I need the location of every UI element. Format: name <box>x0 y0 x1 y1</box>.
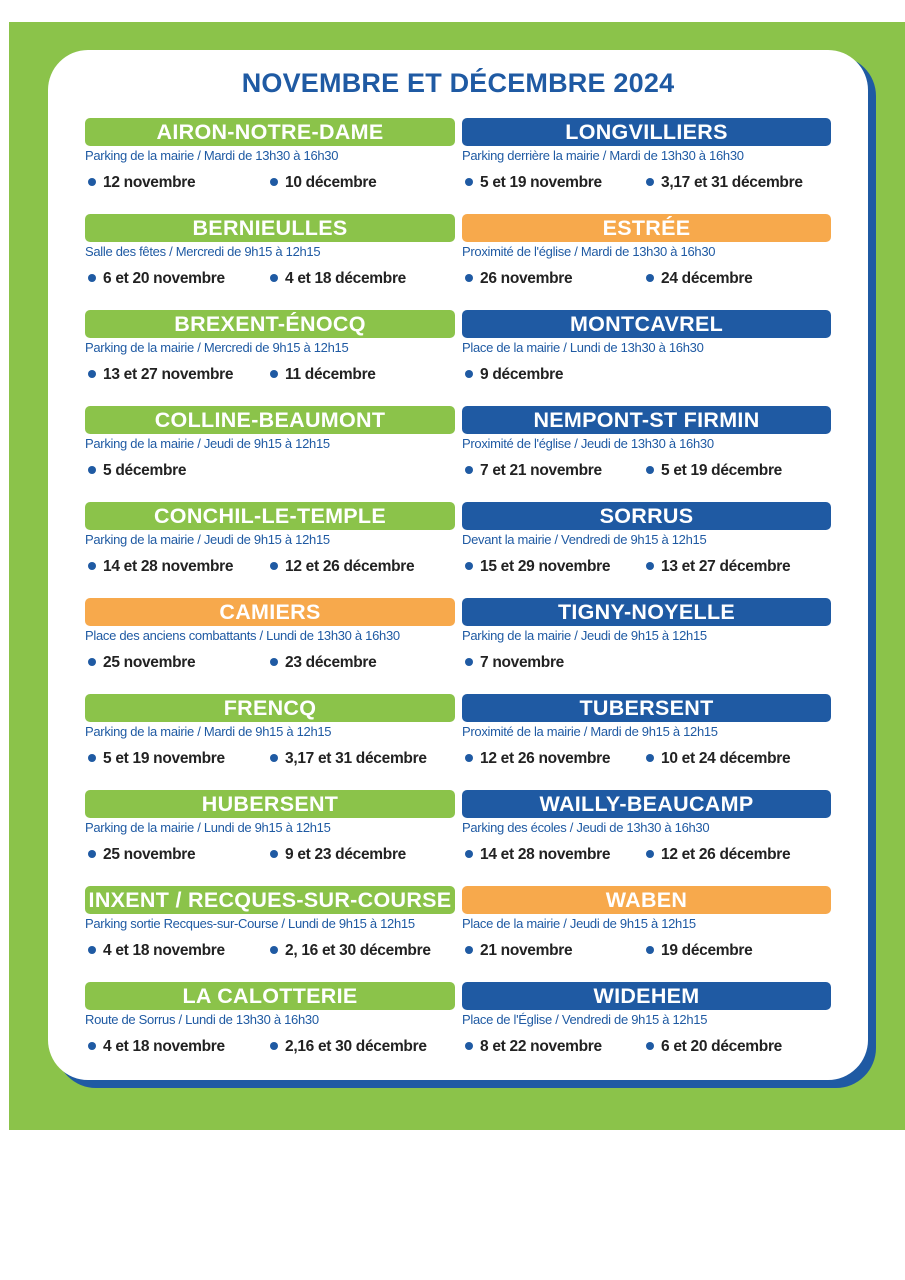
dates-row <box>85 748 455 770</box>
commune-name-banner: WAILLY-BEAUCAMP <box>462 790 831 818</box>
date-text: 12 novembre <box>103 174 196 191</box>
date-text: 5 décembre <box>103 462 187 479</box>
date-item <box>85 844 195 866</box>
date-text: 2, 16 et 30 décembre <box>285 942 431 959</box>
date-text: 7 et 21 novembre <box>480 462 602 479</box>
location-schedule: Devant la mairie / Vendredi de 9h15 à 12h15 <box>462 532 707 547</box>
location-schedule: Proximité de l'église / Jeudi de 13h30 à 16h30 <box>462 436 714 451</box>
location-schedule: Parking de la mairie / Mercredi de 9h15 à 12h15 <box>85 340 349 355</box>
commune-entry <box>85 214 455 310</box>
location-schedule: Proximité de l'église / Mardi de 13h30 à 16h30 <box>462 244 716 259</box>
date-item <box>462 1036 602 1058</box>
bullet-icon <box>465 274 473 282</box>
commune-name-banner: TIGNY-NOYELLE <box>462 598 831 626</box>
date-item <box>643 556 790 578</box>
bullet-icon <box>270 370 278 378</box>
commune-name-banner: HUBERSENT <box>85 790 455 818</box>
date-item <box>85 172 195 194</box>
bullet-icon <box>88 466 96 474</box>
date-text: 2,16 et 30 décembre <box>285 1038 427 1055</box>
dates-row <box>85 844 455 866</box>
date-text: 12 et 26 novembre <box>480 750 611 767</box>
commune-name-banner: SORRUS <box>462 502 831 530</box>
commune-entry <box>85 310 455 406</box>
bullet-icon <box>646 754 654 762</box>
commune-name-banner: COLLINE-BEAUMONT <box>85 406 455 434</box>
bullet-icon <box>465 754 473 762</box>
date-item <box>267 748 427 770</box>
date-text: 8 et 22 novembre <box>480 1038 602 1055</box>
page-title: NOVEMBRE ET DÉCEMBRE 2024 <box>241 68 675 98</box>
date-text: 19 décembre <box>661 942 753 959</box>
date-text: 11 décembre <box>285 366 376 383</box>
bullet-icon <box>270 658 278 666</box>
date-item <box>643 268 752 290</box>
date-text: 21 novembre <box>480 942 573 959</box>
date-text: 9 et 23 décembre <box>285 846 406 863</box>
date-item <box>462 268 572 290</box>
date-item <box>643 460 782 482</box>
right-column <box>462 118 831 1078</box>
dates-row <box>462 172 831 194</box>
commune-entry <box>462 214 831 310</box>
date-item <box>643 172 803 194</box>
bullet-icon <box>465 1042 473 1050</box>
commune-name-banner: BERNIEULLES <box>85 214 455 242</box>
location-schedule: Parking de la mairie / Lundi de 9h15 à 12h15 <box>85 820 331 835</box>
dates-row <box>85 364 455 386</box>
date-item <box>267 844 406 866</box>
bullet-icon <box>465 658 473 666</box>
commune-entry <box>462 502 831 598</box>
date-item <box>643 940 752 962</box>
date-text: 13 et 27 novembre <box>103 366 234 383</box>
commune-name-banner: MONTCAVREL <box>462 310 831 338</box>
location-schedule: Parking de la mairie / Mardi de 9h15 à 12h15 <box>85 724 332 739</box>
date-text: 12 et 26 décembre <box>285 558 415 575</box>
date-item <box>643 1036 782 1058</box>
commune-name-banner: WIDEHEM <box>462 982 831 1010</box>
date-text: 9 décembre <box>480 366 564 383</box>
date-item <box>462 844 610 866</box>
bullet-icon <box>465 946 473 954</box>
location-schedule: Parking de la mairie / Mardi de 13h30 à 16h30 <box>85 148 339 163</box>
bullet-icon <box>88 178 96 186</box>
date-text: 10 et 24 décembre <box>661 750 791 767</box>
commune-name-banner: FRENCQ <box>85 694 455 722</box>
commune-entry <box>85 886 455 982</box>
commune-entry <box>85 694 455 790</box>
bullet-icon <box>88 370 96 378</box>
bullet-icon <box>465 466 473 474</box>
date-item <box>85 460 186 482</box>
date-text: 4 et 18 novembre <box>103 942 225 959</box>
bullet-icon <box>88 1042 96 1050</box>
date-text: 5 et 19 novembre <box>480 174 602 191</box>
commune-name-banner: NEMPONT-ST FIRMIN <box>462 406 831 434</box>
location-schedule: Place de la mairie / Lundi de 13h30 à 16h30 <box>462 340 704 355</box>
commune-entry <box>462 886 831 982</box>
location-schedule: Place de la mairie / Jeudi de 9h15 à 12h15 <box>462 916 696 931</box>
commune-name-banner: AIRON-NOTRE-DAME <box>85 118 455 146</box>
date-text: 24 décembre <box>661 270 753 287</box>
date-item <box>85 940 225 962</box>
date-item <box>462 364 563 386</box>
date-text: 10 décembre <box>285 174 377 191</box>
location-schedule: Parking de la mairie / Jeudi de 9h15 à 12h15 <box>85 532 330 547</box>
date-text: 14 et 28 novembre <box>103 558 234 575</box>
bullet-icon <box>270 562 278 570</box>
date-text: 15 et 29 novembre <box>480 558 611 575</box>
date-item <box>643 844 790 866</box>
commune-entry <box>462 598 831 694</box>
date-text: 3,17 et 31 décembre <box>661 174 803 191</box>
commune-name-banner: ESTRÉE <box>462 214 831 242</box>
date-text: 5 et 19 novembre <box>103 750 225 767</box>
commune-name-banner: TUBERSENT <box>462 694 831 722</box>
commune-entry <box>85 118 455 214</box>
location-schedule: Route de Sorrus / Lundi de 13h30 à 16h30 <box>85 1012 319 1027</box>
bullet-icon <box>646 946 654 954</box>
commune-name-banner: CAMIERS <box>85 598 455 626</box>
location-schedule: Parking de la mairie / Jeudi de 9h15 à 12h15 <box>462 628 707 643</box>
bullet-icon <box>270 754 278 762</box>
date-item <box>267 652 376 674</box>
commune-entry <box>85 502 455 598</box>
bullet-icon <box>646 178 654 186</box>
commune-name-banner: INXENT / RECQUES-SUR-COURSE <box>85 886 455 914</box>
commune-name-banner: BREXENT-ÉNOCQ <box>85 310 455 338</box>
location-schedule: Salle des fêtes / Mercredi de 9h15 à 12h15 <box>85 244 321 259</box>
bullet-icon <box>646 274 654 282</box>
date-text: 25 novembre <box>103 654 196 671</box>
dates-row <box>462 940 831 962</box>
bullet-icon <box>270 178 278 186</box>
commune-entry <box>85 406 455 502</box>
dates-row <box>462 364 831 386</box>
date-item <box>85 364 233 386</box>
date-item <box>462 748 610 770</box>
date-text: 7 novembre <box>480 654 565 671</box>
commune-name-banner: WABEN <box>462 886 831 914</box>
dates-row <box>462 460 831 482</box>
date-item <box>85 748 225 770</box>
commune-entry <box>462 790 831 886</box>
location-schedule: Parking derrière la mairie / Mardi de 13h30 à 16h30 <box>462 148 744 163</box>
date-item <box>462 460 602 482</box>
location-schedule: Parking de la mairie / Jeudi de 9h15 à 12h15 <box>85 436 330 451</box>
commune-entry <box>85 598 455 694</box>
date-item <box>462 940 572 962</box>
bullet-icon <box>646 1042 654 1050</box>
bullet-icon <box>270 274 278 282</box>
commune-entry <box>85 790 455 886</box>
dates-row <box>462 268 831 290</box>
location-schedule: Place des anciens combattants / Lundi de 13h30 à 16h30 <box>85 628 400 643</box>
bullet-icon <box>646 850 654 858</box>
bullet-icon <box>270 850 278 858</box>
bullet-icon <box>465 370 473 378</box>
date-text: 6 et 20 novembre <box>103 270 225 287</box>
dates-row <box>85 268 455 290</box>
commune-entry <box>462 118 831 214</box>
date-text: 13 et 27 décembre <box>661 558 791 575</box>
date-text: 26 novembre <box>480 270 573 287</box>
date-item <box>643 748 790 770</box>
dates-row <box>462 844 831 866</box>
commune-entry <box>462 310 831 406</box>
date-item <box>85 268 225 290</box>
commune-name-banner: LA CALOTTERIE <box>85 982 455 1010</box>
date-text: 6 et 20 décembre <box>661 1038 782 1055</box>
dates-row <box>85 460 455 482</box>
date-item <box>85 556 233 578</box>
left-column <box>85 118 455 1078</box>
bullet-icon <box>88 274 96 282</box>
date-text: 4 et 18 décembre <box>285 270 406 287</box>
bullet-icon <box>88 754 96 762</box>
date-text: 12 et 26 décembre <box>661 846 791 863</box>
date-item <box>267 172 376 194</box>
dates-row <box>85 940 455 962</box>
bullet-icon <box>270 946 278 954</box>
date-item <box>267 1036 427 1058</box>
date-item <box>462 652 564 674</box>
commune-entry <box>462 406 831 502</box>
dates-row <box>85 556 455 578</box>
date-item <box>85 1036 225 1058</box>
location-schedule: Place de l'Église / Vendredi de 9h15 à 12h15 <box>462 1012 708 1027</box>
dates-row <box>462 556 831 578</box>
dates-row <box>85 652 455 674</box>
date-item <box>462 556 610 578</box>
date-text: 4 et 18 novembre <box>103 1038 225 1055</box>
bullet-icon <box>465 850 473 858</box>
bullet-icon <box>88 850 96 858</box>
date-item <box>85 652 195 674</box>
date-text: 5 et 19 décembre <box>661 462 782 479</box>
date-text: 3,17 et 31 décembre <box>285 750 427 767</box>
date-item <box>267 940 431 962</box>
commune-name-banner: LONGVILLIERS <box>462 118 831 146</box>
bullet-icon <box>88 946 96 954</box>
date-item <box>267 364 376 386</box>
dates-row <box>462 652 831 674</box>
bullet-icon <box>646 466 654 474</box>
bullet-icon <box>88 658 96 666</box>
bullet-icon <box>465 178 473 186</box>
date-item <box>267 556 414 578</box>
dates-row <box>462 1036 831 1058</box>
dates-row <box>85 172 455 194</box>
commune-entry <box>462 982 831 1078</box>
bullet-icon <box>465 562 473 570</box>
date-text: 14 et 28 novembre <box>480 846 611 863</box>
date-item <box>267 268 406 290</box>
commune-entry <box>462 694 831 790</box>
dates-row <box>462 748 831 770</box>
location-schedule: Parking sortie Recques-sur-Course / Lundi de 9h15 à 12h15 <box>85 916 415 931</box>
date-text: 25 novembre <box>103 846 196 863</box>
bullet-icon <box>88 562 96 570</box>
location-schedule: Parking des écoles / Jeudi de 13h30 à 16h30 <box>462 820 710 835</box>
location-schedule: Proximité de la mairie / Mardi de 9h15 à 12h15 <box>462 724 718 739</box>
commune-entry <box>85 982 455 1078</box>
bullet-icon <box>646 562 654 570</box>
bullet-icon <box>270 1042 278 1050</box>
commune-name-banner: CONCHIL-LE-TEMPLE <box>85 502 455 530</box>
date-text: 23 décembre <box>285 654 377 671</box>
date-item <box>462 172 602 194</box>
dates-row <box>85 1036 455 1058</box>
